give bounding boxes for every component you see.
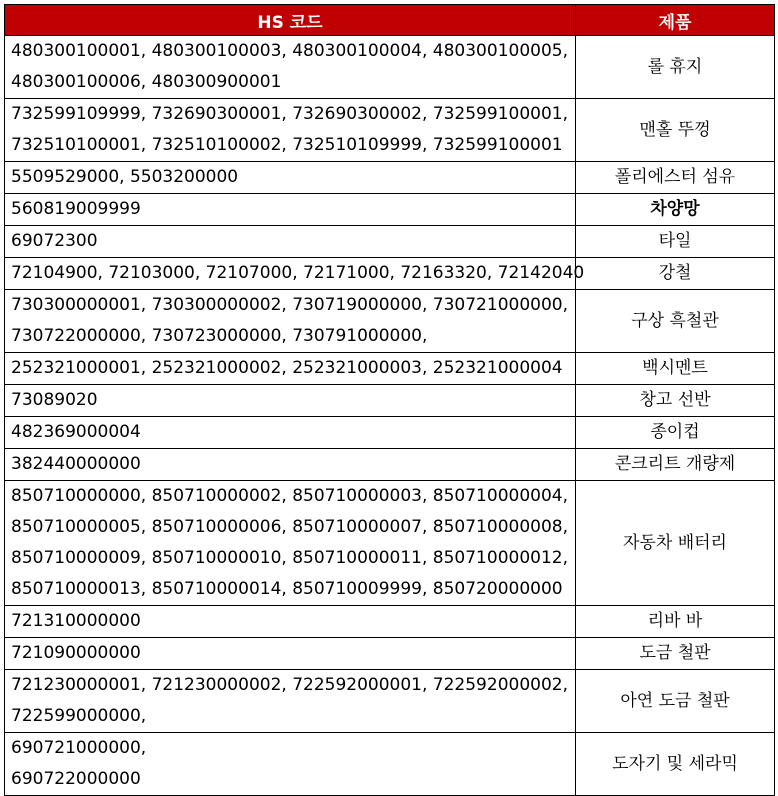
hs-code-line: 721310000000 (11, 611, 141, 631)
header-product: 제품 (576, 5, 775, 36)
hs-code-line: 73089020 (11, 390, 98, 410)
hs-code-cell (5, 258, 585, 290)
product-cell: 차양망 (576, 194, 775, 226)
product-cell: 타일 (576, 226, 775, 258)
hs-code-line: 850710000013, 850710000014, 850710009999, 850720000000 (11, 579, 563, 599)
table-row (5, 481, 775, 606)
hs-code-cell (5, 638, 576, 670)
product-cell: 폴리에스터 섬유 (576, 162, 775, 194)
table-row (5, 194, 775, 226)
hs-code-cell (5, 99, 576, 162)
table-row (5, 417, 775, 449)
hs-code-line: 252321000001, 252321000002, 252321000003, 252321000004 (11, 358, 563, 378)
product-cell: 강철 (576, 258, 775, 290)
hs-code-line: 69072300 (11, 231, 98, 251)
hs-code-line: 480300100001, 480300100003, 480300100004, 480300100005, (11, 41, 568, 61)
hs-code-cell (5, 733, 576, 796)
hs-code-cell (5, 481, 576, 606)
hs-code-cell (5, 449, 576, 481)
table-row (5, 606, 775, 638)
hs-code-line: 690721000000, (11, 738, 147, 758)
hs-code-line: 560819009999 (11, 199, 141, 219)
hs-code-line: 721230000001, 721230000002, 722592000001, 722592000002, (11, 675, 568, 695)
table-row (5, 99, 775, 162)
hs-code-cell (5, 353, 576, 385)
hs-code-line: 730300000001, 730300000002, 730719000000, 730721000000, (11, 295, 568, 315)
hs-code-line: 690722000000 (11, 769, 141, 789)
hs-code-table (4, 4, 775, 796)
table-body (5, 36, 775, 796)
hs-code-cell (5, 226, 576, 258)
hs-code-line: 850710000009, 850710000010, 850710000011, 850710000012, (11, 548, 568, 568)
hs-code-cell (5, 290, 576, 353)
hs-code-line: 382440000000 (11, 454, 141, 474)
table-header-row (5, 5, 775, 36)
product-cell: 도금 철판 (576, 638, 775, 670)
hs-code-line: 482369000004 (11, 422, 141, 442)
hs-code-line: 850710000005, 850710000006, 850710000007, 850710000008, (11, 517, 568, 537)
table-row (5, 449, 775, 481)
hs-code-cell (5, 670, 576, 733)
hs-code-line: 730722000000, 730723000000, 730791000000, (11, 326, 428, 346)
product-cell: 도자기 및 세라믹 (576, 733, 775, 796)
product-cell: 백시멘트 (576, 353, 775, 385)
hs-code-cell (5, 417, 576, 449)
hs-code-cell (5, 606, 576, 638)
product-cell: 창고 선반 (576, 385, 775, 417)
hs-code-cell (5, 194, 576, 226)
table-row (5, 733, 775, 796)
hs-code-line: 732599109999, 732690300001, 732690300002, 732599100001, (11, 104, 568, 124)
product-cell: 콘크리트 개량제 (576, 449, 775, 481)
product-cell: 리바 바 (576, 606, 775, 638)
hs-code-line: 722599000000, (11, 706, 147, 726)
hs-code-line: 721090000000 (11, 643, 141, 663)
table-row (5, 385, 775, 417)
table-row (5, 670, 775, 733)
table-row (5, 226, 775, 258)
table-row (5, 258, 775, 290)
hs-code-line: 72104900, 72103000, 72107000, 72171000, 72163320, 72142040 (11, 263, 585, 283)
hs-code-line: 850710000000, 850710000002, 850710000003, 850710000004, (11, 486, 568, 506)
table-row (5, 290, 775, 353)
product-cell: 롤 휴지 (576, 36, 775, 99)
hs-code-cell (5, 385, 576, 417)
table-row (5, 162, 775, 194)
header-hs-code: HS 코드 (5, 5, 576, 36)
product-cell: 아연 도금 철판 (576, 670, 775, 733)
product-cell: 자동차 배터리 (576, 481, 775, 606)
table-row (5, 353, 775, 385)
product-cell: 구상 흑철관 (576, 290, 775, 353)
hs-code-cell (5, 162, 576, 194)
hs-code-line: 5509529000, 5503200000 (11, 167, 239, 187)
table-row (5, 638, 775, 670)
table-row (5, 36, 775, 99)
hs-code-line: 480300100006, 480300900001 (11, 72, 282, 92)
hs-code-cell (5, 36, 576, 99)
product-cell: 종이컵 (576, 417, 775, 449)
hs-code-line: 732510100001, 732510100002, 732510109999, 732599100001 (11, 135, 563, 155)
product-cell: 맨홀 뚜껑 (576, 99, 775, 162)
